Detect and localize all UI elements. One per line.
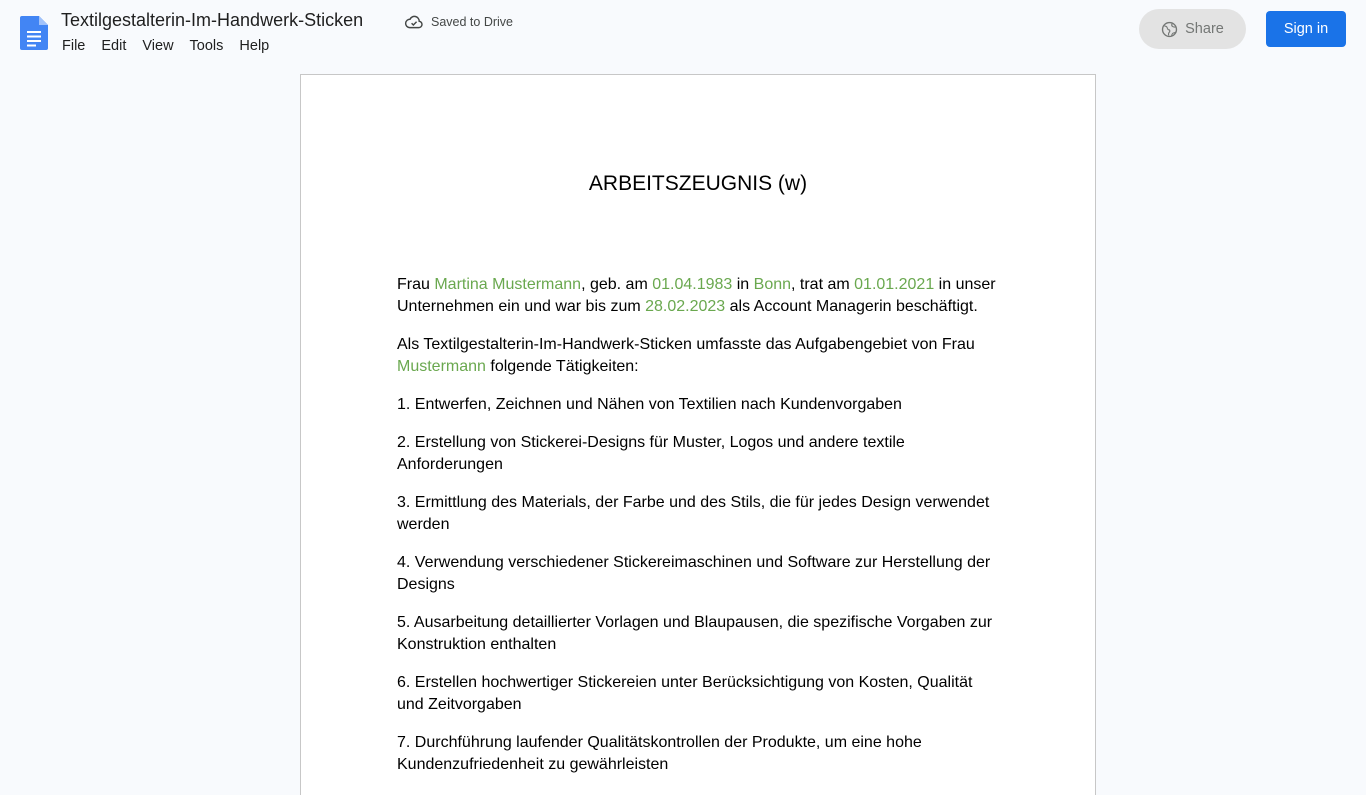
text-run: in: [732, 276, 754, 293]
document-body: [397, 274, 997, 792]
menu-view[interactable]: View: [142, 38, 174, 54]
save-status[interactable]: [404, 14, 513, 30]
task-item: 4. Verwendung verschiedener Stickereimaschinen und Software zur Herstellung der Designs: [397, 554, 991, 593]
docs-logo-icon[interactable]: [20, 16, 48, 50]
menu-edit[interactable]: Edit: [101, 38, 127, 54]
document-heading: ARBEITSZEUGNIS (w): [588, 172, 808, 195]
share-label: Share: [1185, 21, 1224, 37]
task-item: 7. Durchführung laufender Qualitätskontrollen der Produkte, um eine hohe Kundenzufriedenheit zu gewährleisten: [397, 734, 922, 773]
text-run: in unser Unternehmen ein und war bis zum: [397, 276, 996, 315]
text-run: folgende Tätigkeiten:: [485, 358, 639, 375]
tasks-intro-paragraph: [397, 334, 997, 378]
share-button[interactable]: [1139, 9, 1246, 49]
top-bar: [0, 0, 1366, 64]
birth-date: 01.04.1983: [652, 276, 733, 293]
employee-name: Martina Mustermann: [434, 276, 582, 293]
employee-lastname: Mustermann: [397, 358, 486, 375]
menu-tools[interactable]: Tools: [189, 38, 224, 54]
sign-in-button[interactable]: Sign in: [1266, 11, 1346, 47]
task-item: 5. Ausarbeitung detaillierter Vorlagen und Blaupausen, die spezifische Vorgaben zur Konstruktion enthalten: [397, 614, 993, 653]
task-item: 2. Erstellung von Stickerei-Designs für Muster, Logos und andere textile Anforderungen: [397, 434, 905, 473]
menu-bar: [54, 36, 277, 56]
birth-city: Bonn: [753, 276, 792, 293]
intro-paragraph: [397, 274, 997, 318]
start-date: 01.01.2021: [854, 276, 935, 293]
globe-icon: [1161, 21, 1178, 38]
document-page[interactable]: [300, 74, 1096, 795]
save-status-label: Saved to Drive: [431, 15, 513, 29]
text-run: Als Textilgestalterin-Im-Handwerk-Sticken umfasste das Aufgabengebiet von Frau: [397, 336, 975, 353]
text-run: als Account Managerin beschäftigt.: [725, 298, 978, 315]
cloud-done-icon: [404, 14, 424, 30]
text-run: , trat am: [791, 276, 855, 293]
menu-file[interactable]: File: [62, 38, 86, 54]
text-run: Frau: [397, 276, 435, 293]
end-date: 28.02.2023: [645, 298, 726, 315]
task-item: 1. Entwerfen, Zeichnen und Nähen von Textilien nach Kundenvorgaben: [397, 396, 902, 413]
menu-help[interactable]: Help: [239, 38, 270, 54]
task-item: 6. Erstellen hochwertiger Stickereien unter Berücksichtigung von Kosten, Qualität und Zeitvorgaben: [397, 674, 973, 713]
text-run: , geb. am: [581, 276, 653, 293]
task-item: 3. Ermittlung des Materials, der Farbe und des Stils, die für jedes Design verwendet werden: [397, 494, 990, 533]
document-title[interactable]: Textilgestalterin-Im-Handwerk-Sticken: [61, 10, 364, 30]
